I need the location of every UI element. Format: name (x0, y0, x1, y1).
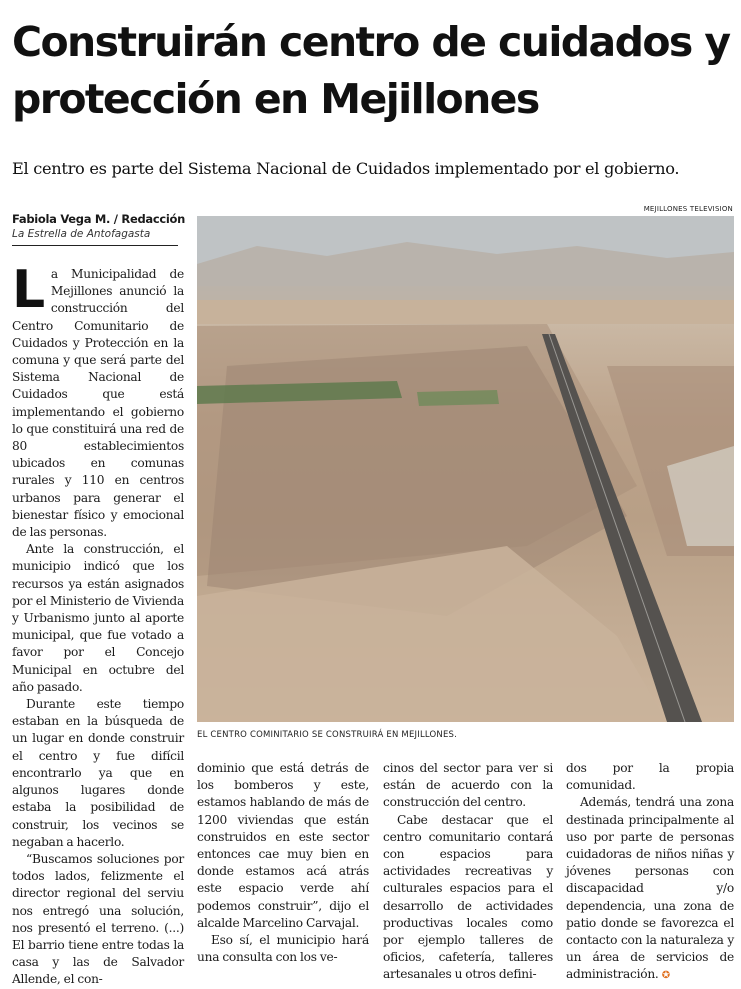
byline (12, 212, 186, 246)
paragraph: cinos del sector para ver si están de acuerdo con la construcción del centro. (383, 761, 553, 810)
body-column-1 (12, 260, 184, 989)
paragraph: dos por la propia comunidad. (566, 761, 734, 793)
body-column-4 (566, 760, 734, 985)
photo-sports-field (417, 390, 499, 406)
paragraph: Además, tendrá una zona destinada principalmente al uso por parte de personas cuidadoras de niños niñas y jóvenes personas con discapacidad y/o dependencia, una zona de patio donde se favorezca el contacto con la naturaleza y un área de servicios de administración. (566, 795, 734, 982)
paragraph: Ante la construcción, el municipio indicó que los recursos ya están asignados por el Ministerio de Vivienda y Urbanismo junto al aporte municipal, que fue votado a favor por el Concejo Municipal en octubre del año pasado. (12, 542, 184, 694)
byline-divider (12, 245, 178, 246)
paragraph: Eso sí, el municipio hará una consulta con los ve- (197, 933, 369, 965)
drop-cap: L (12, 260, 45, 320)
photo-horizon-plain (197, 300, 734, 324)
photo-illustration (197, 216, 734, 722)
photo-credit: MEJILLONES TELEVISION (643, 205, 733, 213)
paragraph: “Buscamos soluciones por todos lados, felizmente el director regional del serviu nos entregó una solución, nos presentó el terreno. (...) El barrio tiene entre todas la casa y las de Salvador Allende, el con- (12, 851, 184, 987)
body-column-3 (383, 760, 553, 984)
body-column-2 (197, 760, 369, 966)
paragraph: Durante este tiempo estaban en la búsqueda de un lugar en donde construir el centro y fue difícil encontrarlo ya que en algunos lugares donde estaba la posibilidad de construir, los vecinos se negaban a hacerlo. (12, 697, 184, 849)
paragraph: dominio que está detrás de los bomberos y este, estamos hablando de más de 1200 viviendas que están construidos en este sector entonces cae muy bien en donde estamos acá atrás este espacio verde ahí podemos construir”, dijo el alcalde Marcelino Carvajal. (197, 761, 369, 930)
headline: Construirán centro de cuidados y protección en Mejillones (12, 18, 730, 123)
end-of-article-icon: ✪ (661, 970, 670, 982)
subtitle: El centro es parte del Sistema Nacional de Cuidados implementado por el gobierno. (12, 159, 680, 178)
aerial-city-photo (197, 216, 734, 722)
paragraph: a Municipalidad de Mejillones anunció la construcción del Centro Comunitario de Cuidados y Protección en la comuna y que será parte del Sistema Nacional de Cuidados que está implementando el gobierno lo que constituirá una red de 80 establecimientos ubicados en comunas rurales y 110 en centros urbanos para generar el bienestar físico y emocional de las personas. (12, 267, 184, 540)
photo-caption: EL CENTRO COMINITARIO SE CONSTRUIRÁ EN MEJILLONES. (197, 730, 458, 740)
author: Fabiola Vega M. / Redacción (12, 212, 186, 226)
paragraph: Cabe destacar que el centro comunitario contará con espacios para actividades recreativas y culturales espacios para el desarrollo de actividades productivas locales como por ejemplo talleres de oficios, cafetería, talleres artesanales u otros defini- (383, 812, 553, 982)
publication-name: La Estrella de Antofagasta (12, 228, 151, 240)
